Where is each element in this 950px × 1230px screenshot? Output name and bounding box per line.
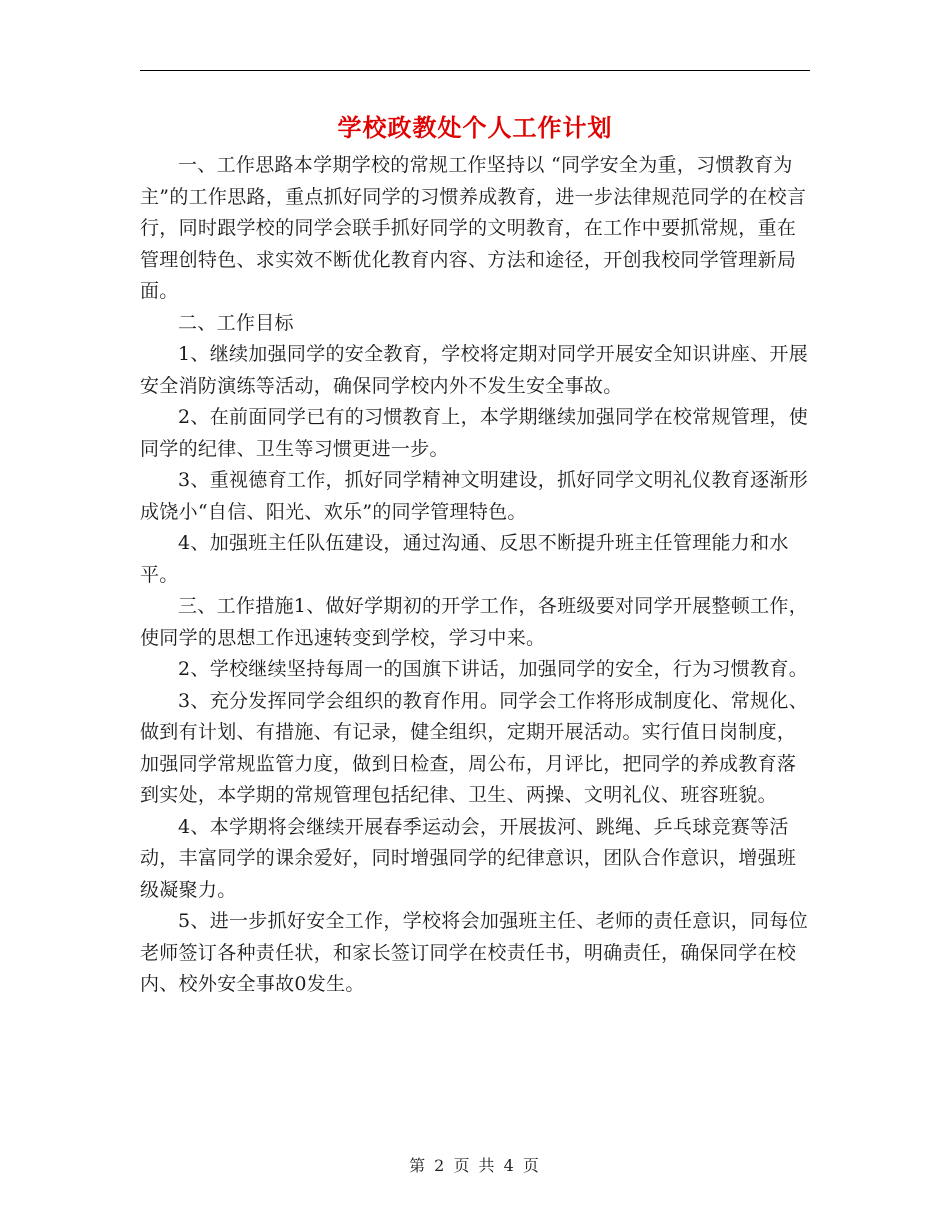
header-rule bbox=[140, 70, 810, 71]
paragraph-6: 4、加强班主任队伍建设，通过沟通、反思不断提升班主任管理能力和水平。 bbox=[140, 532, 789, 586]
paragraph-10: 4、本学期将会继续开展春季运动会，开展拔河、跳绳、乒乓球竞赛等活动，丰富同学的课余爱好，同时增强同学的纪律意识，团队合作意识，增强班级凝聚力。 bbox=[140, 815, 797, 901]
paragraph-1: 一、工作思路本学期学校的常规工作坚持以 “同学安全为重，习惯教育为主”的工作思路，重点抓好同学的习惯养成教育，进一步法律规范同学的在校言行，同时跟学校的同学会联手抓好同学的文明教育，在工作中要抓常规，重在管理创特色、求实效不断优化教育内容、方法和途径，开创我校同学管理新局面。 bbox=[140, 154, 807, 302]
paragraph-9: 3、充分发挥同学会组织的教育作用。同学会工作将形成制度化、常规化、做到有计划、有措施、有记录，健全组织，定期开展活动。实行值日岗制度，加强同学常规监管力度，做到日检查，周公布，月评比，把同学的养成教育落到实处，本学期的常规管理包括纪律、卫生、两操、文明礼仪、班容班貌。 bbox=[140, 689, 808, 806]
page-number-footer: 第 2 页 共 4 页 bbox=[409, 1156, 541, 1175]
paragraph-8: 2、学校继续坚持每周一的国旗下讲话，加强同学的安全，行为习惯教育。 bbox=[178, 658, 808, 680]
paragraph-7: 三、工作措施1、做好学期初的开学工作，各班级要对同学开展整顿工作，使同学的思想工作迅速转变到学校，学习中来。 bbox=[140, 595, 808, 649]
document-body bbox=[140, 150, 810, 1001]
paragraph-2: 二、工作目标 bbox=[178, 311, 294, 334]
paragraph-11: 5、进一步抓好安全工作，学校将会加强班主任、老师的责任意识，同每位老师签订各种责任状，和家长签订同学在校责任书，明确责任，确保同学在校内、校外安全事故0发生。 bbox=[140, 910, 808, 995]
paragraph-5: 3、重视德育工作，抓好同学精神文明建设，抓好同学文明礼仪教育逐渐形成饶小“自信、阳光、欢乐”的同学管理特色。 bbox=[140, 469, 808, 523]
document-title: 学校政教处个人工作计划 bbox=[337, 114, 613, 142]
paragraph-3: 1、继续加强同学的安全教育，学校将定期对同学开展安全知识讲座、开展安全消防演练等活动，确保同学校内外不发生安全事故。 bbox=[140, 343, 808, 397]
paragraph-4: 2、在前面同学已有的习惯教育上，本学期继续加强同学在校常规管理，使同学的纪律、卫生等习惯更进一步。 bbox=[140, 406, 808, 460]
